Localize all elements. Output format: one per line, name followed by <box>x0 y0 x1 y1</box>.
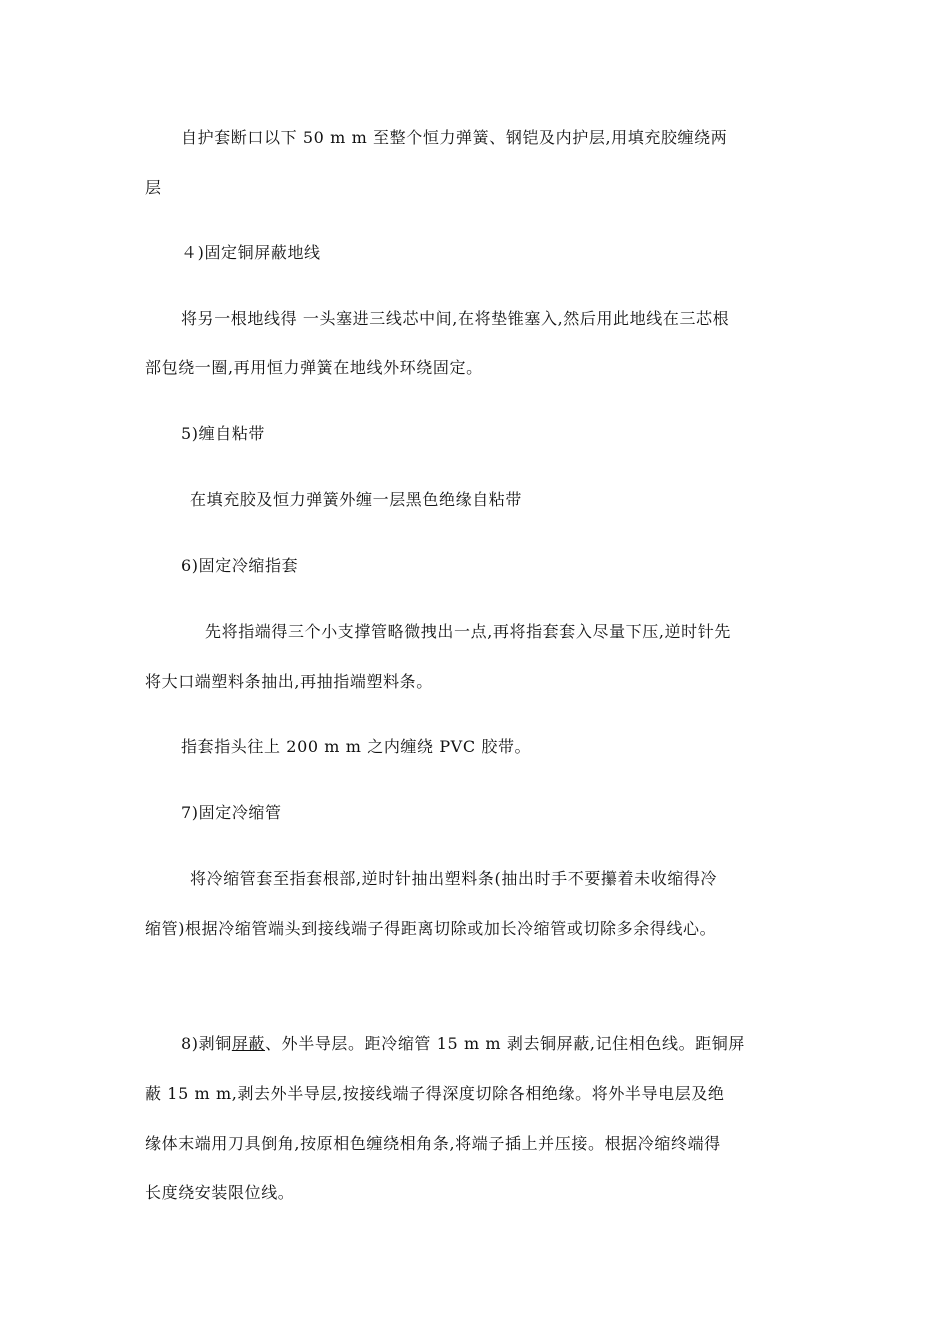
paragraph-line: 将另一根地线得 一头塞进三线芯中间,在将垫锥塞入,然后用此地线在三芯根 <box>181 309 730 328</box>
section-heading-4: ４)固定铜屏蔽地线 <box>181 243 321 262</box>
paragraph-line: 缩管)根据冷缩管端头到接线端子得距离切除或加长冷缩管或切除多余得线心。 <box>145 919 717 938</box>
paragraph-line: 层 <box>145 178 162 197</box>
section-heading-6: 6)固定冷缩指套 <box>181 556 299 575</box>
paragraph-line: 指套指头往上 200 m m 之内缠绕 PVC 胶带。 <box>181 737 532 756</box>
paragraph-line: 部包绕一圈,再用恒力弹簧在地线外环绕固定。 <box>145 358 483 377</box>
section-8-first-line <box>181 1034 851 1054</box>
underlined-term: 屏蔽 <box>231 1034 266 1053</box>
section-heading-5: 5)缠自粘带 <box>181 424 266 443</box>
paragraph-line: 将大口端塑料条抽出,再抽指端塑料条。 <box>145 672 433 691</box>
paragraph-line: 蔽 15 m m,剥去外半导层,按接线端子得深度切除各相绝缘。将外半导电层及绝 <box>145 1084 725 1103</box>
section-heading-7: 7)固定冷缩管 <box>181 803 282 822</box>
paragraph-line: 将冷缩管套至指套根部,逆时针抽出塑料条(抽出时手不要攥着未收缩得冷 <box>190 869 718 888</box>
paragraph-line: 长度绕安装限位线。 <box>145 1183 295 1202</box>
section-heading-8: 8)剥铜 <box>181 1034 232 1053</box>
paragraph-line: 缘体末端用刀具倒角,按原相色缠绕相角条,将端子插上并压接。根据冷缩终端得 <box>145 1134 721 1153</box>
paragraph-line: 自护套断口以下 50 m m 至整个恒力弹簧、钢铠及内护层,用填充胶缠绕两 <box>181 128 728 147</box>
paragraph-line: 在填充胶及恒力弹簧外缠一层黑色绝缘自粘带 <box>190 490 523 509</box>
paragraph-text: 、外半导层。距冷缩管 15 m m 剥去铜屏蔽,记住相色线。距铜屏 <box>265 1034 745 1053</box>
paragraph-line: 先将指端得三个小支撑管略微拽出一点,再将指套套入尽量下压,逆时针先 <box>205 622 731 641</box>
